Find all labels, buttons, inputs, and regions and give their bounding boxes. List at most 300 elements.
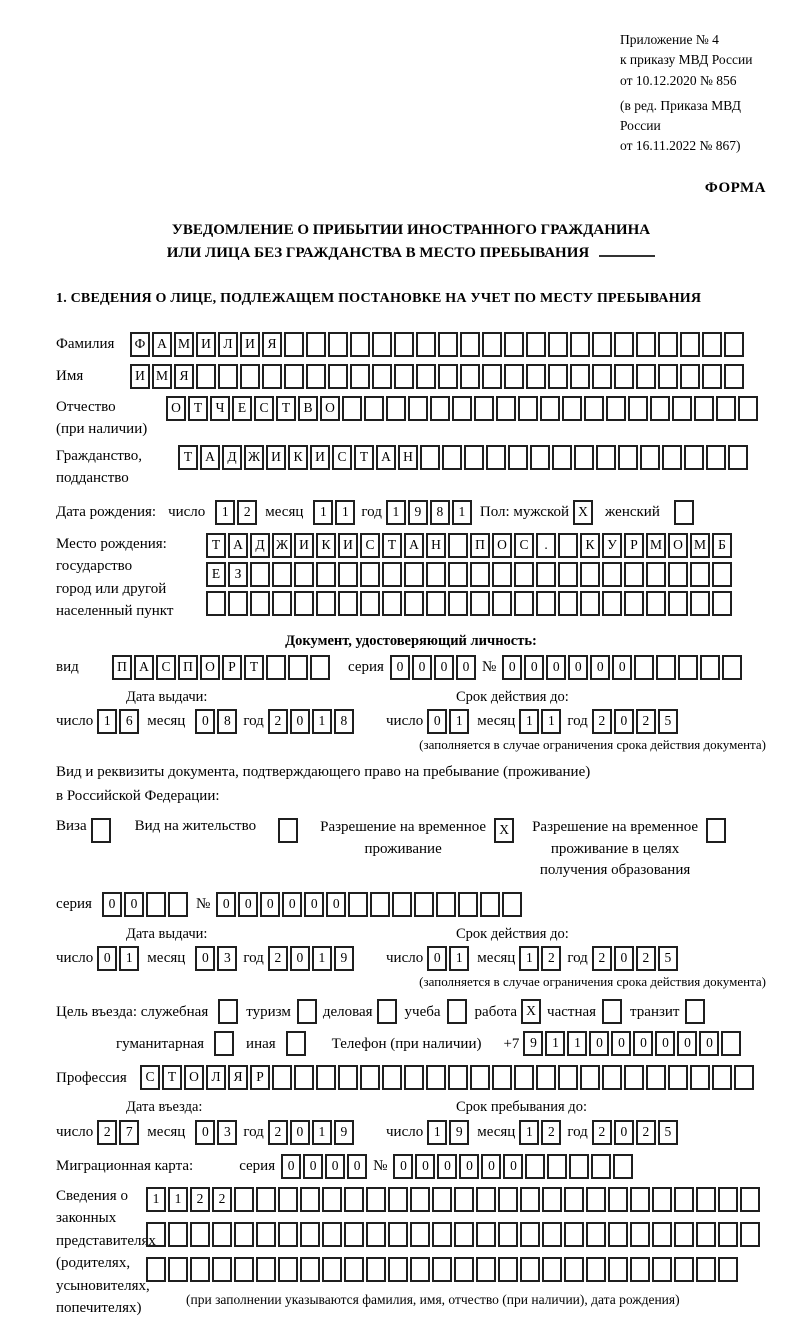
char-cell[interactable]: 2 <box>97 1120 117 1145</box>
stay-year-cells[interactable] <box>592 1120 680 1145</box>
char-cell[interactable] <box>718 1222 738 1247</box>
char-cell[interactable] <box>322 1222 342 1247</box>
char-cell[interactable]: 0 <box>633 1031 653 1056</box>
char-cell[interactable] <box>508 445 528 470</box>
char-cell[interactable]: 0 <box>481 1154 501 1179</box>
char-cell[interactable] <box>278 1257 298 1282</box>
char-cell[interactable] <box>278 818 298 843</box>
char-cell[interactable]: М <box>152 364 172 389</box>
char-cell[interactable]: 0 <box>195 1120 215 1145</box>
char-cell[interactable]: 2 <box>268 709 288 734</box>
char-cell[interactable] <box>482 332 502 357</box>
char-cell[interactable]: 0 <box>434 655 454 680</box>
char-cell[interactable] <box>504 332 524 357</box>
char-cell[interactable] <box>206 591 226 616</box>
char-cell[interactable]: И <box>196 332 216 357</box>
char-cell[interactable]: Л <box>218 332 238 357</box>
char-cell[interactable] <box>592 332 612 357</box>
char-cell[interactable]: Н <box>398 445 418 470</box>
char-cell[interactable] <box>394 332 414 357</box>
char-cell[interactable]: А <box>152 332 172 357</box>
char-cell[interactable]: Ж <box>244 445 264 470</box>
char-cell[interactable] <box>416 332 436 357</box>
char-cell[interactable]: Я <box>262 332 282 357</box>
char-cell[interactable]: 0 <box>195 946 215 971</box>
char-cell[interactable] <box>272 562 292 587</box>
char-cell[interactable] <box>702 364 722 389</box>
char-cell[interactable] <box>454 1222 474 1247</box>
char-cell[interactable]: 2 <box>636 709 656 734</box>
char-cell[interactable] <box>658 364 678 389</box>
permit-series-cells[interactable] <box>102 892 190 917</box>
char-cell[interactable] <box>250 562 270 587</box>
char-cell[interactable] <box>738 396 758 421</box>
char-cell[interactable]: Ч <box>210 396 230 421</box>
doc-kind-cells[interactable] <box>112 655 332 680</box>
char-cell[interactable] <box>724 332 744 357</box>
char-cell[interactable] <box>564 1187 584 1212</box>
char-cell[interactable]: 8 <box>430 500 450 525</box>
char-cell[interactable] <box>540 396 560 421</box>
char-cell[interactable] <box>586 1222 606 1247</box>
char-cell[interactable] <box>650 396 670 421</box>
birth-year-cells[interactable] <box>386 500 474 525</box>
char-cell[interactable] <box>294 591 314 616</box>
purpose-humanitarian-checkbox[interactable] <box>214 1031 236 1056</box>
char-cell[interactable]: 1 <box>427 1120 447 1145</box>
entry-month-cells[interactable] <box>195 1120 239 1145</box>
char-cell[interactable] <box>212 1222 232 1247</box>
char-cell[interactable] <box>266 655 286 680</box>
char-cell[interactable]: 9 <box>334 946 354 971</box>
char-cell[interactable] <box>712 591 732 616</box>
char-cell[interactable] <box>630 1257 650 1282</box>
char-cell[interactable] <box>306 332 326 357</box>
char-cell[interactable] <box>408 396 428 421</box>
issue1-year-cells[interactable] <box>268 709 356 734</box>
char-cell[interactable] <box>564 1257 584 1282</box>
char-cell[interactable]: 0 <box>281 1154 301 1179</box>
char-cell[interactable] <box>724 364 744 389</box>
profession-cells[interactable] <box>140 1065 756 1090</box>
char-cell[interactable] <box>542 1222 562 1247</box>
char-cell[interactable]: Ф <box>130 332 150 357</box>
char-cell[interactable]: 2 <box>636 946 656 971</box>
char-cell[interactable] <box>316 1065 336 1090</box>
char-cell[interactable] <box>646 562 666 587</box>
legal-reps-cells-row1[interactable] <box>146 1187 762 1212</box>
visa-checkbox[interactable] <box>91 818 113 843</box>
char-cell[interactable]: 5 <box>658 946 678 971</box>
char-cell[interactable]: О <box>668 533 688 558</box>
char-cell[interactable] <box>718 1257 738 1282</box>
char-cell[interactable] <box>526 332 546 357</box>
char-cell[interactable] <box>498 1257 518 1282</box>
char-cell[interactable] <box>350 332 370 357</box>
issue1-month-cells[interactable] <box>195 709 239 734</box>
char-cell[interactable]: 0 <box>290 709 310 734</box>
stay-day-cells[interactable] <box>427 1120 471 1145</box>
char-cell[interactable]: 0 <box>612 655 632 680</box>
char-cell[interactable] <box>668 562 688 587</box>
char-cell[interactable] <box>218 364 238 389</box>
char-cell[interactable] <box>476 1187 496 1212</box>
char-cell[interactable] <box>348 892 368 917</box>
char-cell[interactable]: П <box>470 533 490 558</box>
char-cell[interactable]: 0 <box>524 655 544 680</box>
valid1-day-cells[interactable] <box>427 709 471 734</box>
char-cell[interactable] <box>464 445 484 470</box>
sex-male-checkbox[interactable] <box>573 500 595 525</box>
char-cell[interactable]: Я <box>174 364 194 389</box>
char-cell[interactable] <box>432 1257 452 1282</box>
char-cell[interactable] <box>372 364 392 389</box>
char-cell[interactable] <box>558 1065 578 1090</box>
char-cell[interactable] <box>552 445 572 470</box>
char-cell[interactable] <box>624 1065 644 1090</box>
char-cell[interactable] <box>460 332 480 357</box>
char-cell[interactable] <box>492 1065 512 1090</box>
char-cell[interactable]: 3 <box>217 1120 237 1145</box>
char-cell[interactable]: 0 <box>124 892 144 917</box>
char-cell[interactable] <box>712 562 732 587</box>
char-cell[interactable] <box>404 591 424 616</box>
char-cell[interactable] <box>448 533 468 558</box>
edu-residence-checkbox[interactable] <box>706 818 728 843</box>
char-cell[interactable] <box>370 892 390 917</box>
char-cell[interactable]: И <box>294 533 314 558</box>
char-cell[interactable]: К <box>316 533 336 558</box>
char-cell[interactable]: А <box>200 445 220 470</box>
char-cell[interactable] <box>628 396 648 421</box>
char-cell[interactable] <box>498 1187 518 1212</box>
char-cell[interactable]: 0 <box>260 892 280 917</box>
char-cell[interactable]: Р <box>624 533 644 558</box>
char-cell[interactable]: 1 <box>541 709 561 734</box>
char-cell[interactable]: 1 <box>519 1120 539 1145</box>
char-cell[interactable]: X <box>494 818 514 843</box>
char-cell[interactable]: 2 <box>237 500 257 525</box>
char-cell[interactable] <box>570 332 590 357</box>
char-cell[interactable] <box>146 1257 166 1282</box>
char-cell[interactable] <box>388 1187 408 1212</box>
char-cell[interactable]: 0 <box>390 655 410 680</box>
char-cell[interactable] <box>536 1065 556 1090</box>
char-cell[interactable] <box>442 445 462 470</box>
char-cell[interactable] <box>680 332 700 357</box>
char-cell[interactable] <box>530 445 550 470</box>
char-cell[interactable] <box>284 364 304 389</box>
char-cell[interactable] <box>278 1222 298 1247</box>
char-cell[interactable] <box>234 1257 254 1282</box>
char-cell[interactable]: 2 <box>592 1120 612 1145</box>
char-cell[interactable]: С <box>360 533 380 558</box>
char-cell[interactable]: А <box>134 655 154 680</box>
char-cell[interactable]: А <box>376 445 396 470</box>
char-cell[interactable] <box>562 396 582 421</box>
char-cell[interactable]: Д <box>250 533 270 558</box>
char-cell[interactable] <box>502 892 522 917</box>
char-cell[interactable]: 0 <box>412 655 432 680</box>
char-cell[interactable] <box>322 1187 342 1212</box>
char-cell[interactable] <box>190 1222 210 1247</box>
char-cell[interactable]: 0 <box>546 655 566 680</box>
char-cell[interactable] <box>460 364 480 389</box>
char-cell[interactable]: Д <box>222 445 242 470</box>
char-cell[interactable] <box>436 892 456 917</box>
char-cell[interactable]: Р <box>222 655 242 680</box>
char-cell[interactable]: О <box>184 1065 204 1090</box>
char-cell[interactable]: 0 <box>655 1031 675 1056</box>
char-cell[interactable] <box>284 332 304 357</box>
char-cell[interactable] <box>316 591 336 616</box>
purpose-business-checkbox[interactable] <box>377 999 399 1024</box>
issue2-month-cells[interactable] <box>195 946 239 971</box>
char-cell[interactable] <box>548 332 568 357</box>
char-cell[interactable] <box>414 892 434 917</box>
char-cell[interactable] <box>570 364 590 389</box>
char-cell[interactable] <box>480 892 500 917</box>
firstname-cells[interactable] <box>130 364 746 389</box>
birthplace-cells-row3[interactable] <box>206 591 734 616</box>
char-cell[interactable] <box>652 1222 672 1247</box>
char-cell[interactable]: 1 <box>519 946 539 971</box>
char-cell[interactable] <box>602 591 622 616</box>
char-cell[interactable]: С <box>156 655 176 680</box>
char-cell[interactable] <box>300 1222 320 1247</box>
valid2-month-cells[interactable] <box>519 946 563 971</box>
char-cell[interactable] <box>662 445 682 470</box>
valid2-year-cells[interactable] <box>592 946 680 971</box>
char-cell[interactable]: Р <box>250 1065 270 1090</box>
char-cell[interactable] <box>558 591 578 616</box>
char-cell[interactable]: И <box>130 364 150 389</box>
char-cell[interactable] <box>322 1257 342 1282</box>
char-cell[interactable]: С <box>140 1065 160 1090</box>
surname-cells[interactable] <box>130 332 746 357</box>
char-cell[interactable] <box>300 1187 320 1212</box>
char-cell[interactable] <box>548 364 568 389</box>
char-cell[interactable] <box>547 1154 567 1179</box>
char-cell[interactable]: 8 <box>334 709 354 734</box>
char-cell[interactable] <box>514 562 534 587</box>
char-cell[interactable]: О <box>320 396 340 421</box>
char-cell[interactable] <box>734 1065 754 1090</box>
char-cell[interactable]: К <box>288 445 308 470</box>
char-cell[interactable] <box>646 1065 666 1090</box>
char-cell[interactable] <box>344 1187 364 1212</box>
char-cell[interactable]: С <box>514 533 534 558</box>
legal-reps-cells-row3[interactable] <box>146 1257 762 1282</box>
char-cell[interactable] <box>525 1154 545 1179</box>
char-cell[interactable] <box>672 396 692 421</box>
char-cell[interactable] <box>608 1222 628 1247</box>
char-cell[interactable] <box>614 364 634 389</box>
char-cell[interactable]: А <box>404 533 424 558</box>
char-cell[interactable] <box>721 1031 741 1056</box>
char-cell[interactable]: Н <box>426 533 446 558</box>
char-cell[interactable]: 0 <box>282 892 302 917</box>
doc-series-cells[interactable] <box>390 655 478 680</box>
char-cell[interactable] <box>294 562 314 587</box>
char-cell[interactable]: 2 <box>268 1120 288 1145</box>
char-cell[interactable]: 8 <box>217 709 237 734</box>
char-cell[interactable]: 1 <box>312 946 332 971</box>
char-cell[interactable]: 1 <box>312 1120 332 1145</box>
char-cell[interactable]: Т <box>244 655 264 680</box>
char-cell[interactable] <box>636 332 656 357</box>
char-cell[interactable]: 2 <box>541 1120 561 1145</box>
char-cell[interactable] <box>580 591 600 616</box>
entry-year-cells[interactable] <box>268 1120 356 1145</box>
purpose-study-checkbox[interactable] <box>447 999 469 1024</box>
doc-number-cells[interactable] <box>502 655 744 680</box>
char-cell[interactable]: 0 <box>503 1154 523 1179</box>
char-cell[interactable] <box>470 562 490 587</box>
char-cell[interactable]: 0 <box>611 1031 631 1056</box>
char-cell[interactable] <box>426 562 446 587</box>
char-cell[interactable]: 0 <box>195 709 215 734</box>
char-cell[interactable]: В <box>298 396 318 421</box>
char-cell[interactable] <box>350 364 370 389</box>
char-cell[interactable] <box>382 591 402 616</box>
char-cell[interactable]: У <box>602 533 622 558</box>
char-cell[interactable] <box>608 1187 628 1212</box>
char-cell[interactable]: О <box>492 533 512 558</box>
char-cell[interactable]: 0 <box>290 946 310 971</box>
char-cell[interactable]: 9 <box>449 1120 469 1145</box>
char-cell[interactable]: 1 <box>97 709 117 734</box>
char-cell[interactable] <box>696 1222 716 1247</box>
char-cell[interactable]: 2 <box>541 946 561 971</box>
char-cell[interactable]: Т <box>162 1065 182 1090</box>
char-cell[interactable] <box>256 1187 276 1212</box>
char-cell[interactable]: Т <box>354 445 374 470</box>
char-cell[interactable] <box>674 500 694 525</box>
char-cell[interactable] <box>438 332 458 357</box>
char-cell[interactable] <box>636 364 656 389</box>
char-cell[interactable]: О <box>200 655 220 680</box>
char-cell[interactable]: Ж <box>272 533 292 558</box>
char-cell[interactable]: 1 <box>449 946 469 971</box>
char-cell[interactable]: 1 <box>545 1031 565 1056</box>
char-cell[interactable] <box>602 999 622 1024</box>
char-cell[interactable]: 1 <box>519 709 539 734</box>
char-cell[interactable] <box>168 1222 188 1247</box>
char-cell[interactable] <box>680 364 700 389</box>
char-cell[interactable] <box>294 1065 314 1090</box>
char-cell[interactable] <box>286 1031 306 1056</box>
char-cell[interactable]: С <box>332 445 352 470</box>
char-cell[interactable] <box>430 396 450 421</box>
char-cell[interactable]: Т <box>276 396 296 421</box>
char-cell[interactable] <box>316 562 336 587</box>
char-cell[interactable]: И <box>240 332 260 357</box>
char-cell[interactable] <box>454 1187 474 1212</box>
char-cell[interactable]: Т <box>188 396 208 421</box>
char-cell[interactable] <box>438 364 458 389</box>
char-cell[interactable] <box>256 1257 276 1282</box>
char-cell[interactable] <box>278 1187 298 1212</box>
char-cell[interactable] <box>685 999 705 1024</box>
char-cell[interactable]: 0 <box>303 1154 323 1179</box>
temp-residence-checkbox[interactable] <box>494 818 516 843</box>
char-cell[interactable]: И <box>266 445 286 470</box>
char-cell[interactable]: X <box>521 999 541 1024</box>
char-cell[interactable] <box>674 1222 694 1247</box>
char-cell[interactable] <box>740 1187 760 1212</box>
birth-month-cells[interactable] <box>313 500 357 525</box>
char-cell[interactable] <box>366 1222 386 1247</box>
char-cell[interactable]: 0 <box>325 1154 345 1179</box>
char-cell[interactable]: 1 <box>312 709 332 734</box>
char-cell[interactable] <box>694 396 714 421</box>
char-cell[interactable] <box>602 562 622 587</box>
char-cell[interactable]: 0 <box>614 1120 634 1145</box>
char-cell[interactable] <box>586 1257 606 1282</box>
mig-number-cells[interactable] <box>393 1154 635 1179</box>
char-cell[interactable]: 0 <box>326 892 346 917</box>
char-cell[interactable] <box>668 1065 688 1090</box>
char-cell[interactable]: 2 <box>190 1187 210 1212</box>
char-cell[interactable] <box>448 1065 468 1090</box>
char-cell[interactable] <box>520 1257 540 1282</box>
char-cell[interactable]: 1 <box>335 500 355 525</box>
char-cell[interactable]: 6 <box>119 709 139 734</box>
char-cell[interactable]: М <box>690 533 710 558</box>
purpose-official-checkbox[interactable] <box>218 999 240 1024</box>
char-cell[interactable]: 1 <box>386 500 406 525</box>
char-cell[interactable] <box>706 818 726 843</box>
char-cell[interactable] <box>702 332 722 357</box>
char-cell[interactable]: А <box>228 533 248 558</box>
char-cell[interactable]: 0 <box>456 655 476 680</box>
char-cell[interactable] <box>504 364 524 389</box>
char-cell[interactable] <box>342 396 362 421</box>
char-cell[interactable] <box>91 818 111 843</box>
char-cell[interactable] <box>420 445 440 470</box>
char-cell[interactable] <box>168 892 188 917</box>
char-cell[interactable]: Е <box>206 562 226 587</box>
char-cell[interactable] <box>558 533 578 558</box>
char-cell[interactable] <box>690 562 710 587</box>
char-cell[interactable] <box>190 1257 210 1282</box>
char-cell[interactable]: 0 <box>216 892 236 917</box>
char-cell[interactable]: 0 <box>589 1031 609 1056</box>
valid1-month-cells[interactable] <box>519 709 563 734</box>
char-cell[interactable] <box>613 1154 633 1179</box>
char-cell[interactable] <box>366 1187 386 1212</box>
char-cell[interactable] <box>608 1257 628 1282</box>
char-cell[interactable] <box>706 445 726 470</box>
char-cell[interactable] <box>630 1187 650 1212</box>
char-cell[interactable]: И <box>310 445 330 470</box>
issue2-year-cells[interactable] <box>268 946 356 971</box>
char-cell[interactable] <box>328 364 348 389</box>
char-cell[interactable] <box>388 1222 408 1247</box>
char-cell[interactable] <box>630 1222 650 1247</box>
char-cell[interactable] <box>476 1257 496 1282</box>
char-cell[interactable]: 1 <box>146 1187 166 1212</box>
char-cell[interactable] <box>234 1222 254 1247</box>
char-cell[interactable] <box>674 1257 694 1282</box>
char-cell[interactable]: X <box>573 500 593 525</box>
char-cell[interactable]: Б <box>712 533 732 558</box>
legal-reps-cells-row2[interactable] <box>146 1222 762 1247</box>
char-cell[interactable] <box>288 655 308 680</box>
char-cell[interactable] <box>558 562 578 587</box>
char-cell[interactable]: О <box>166 396 186 421</box>
